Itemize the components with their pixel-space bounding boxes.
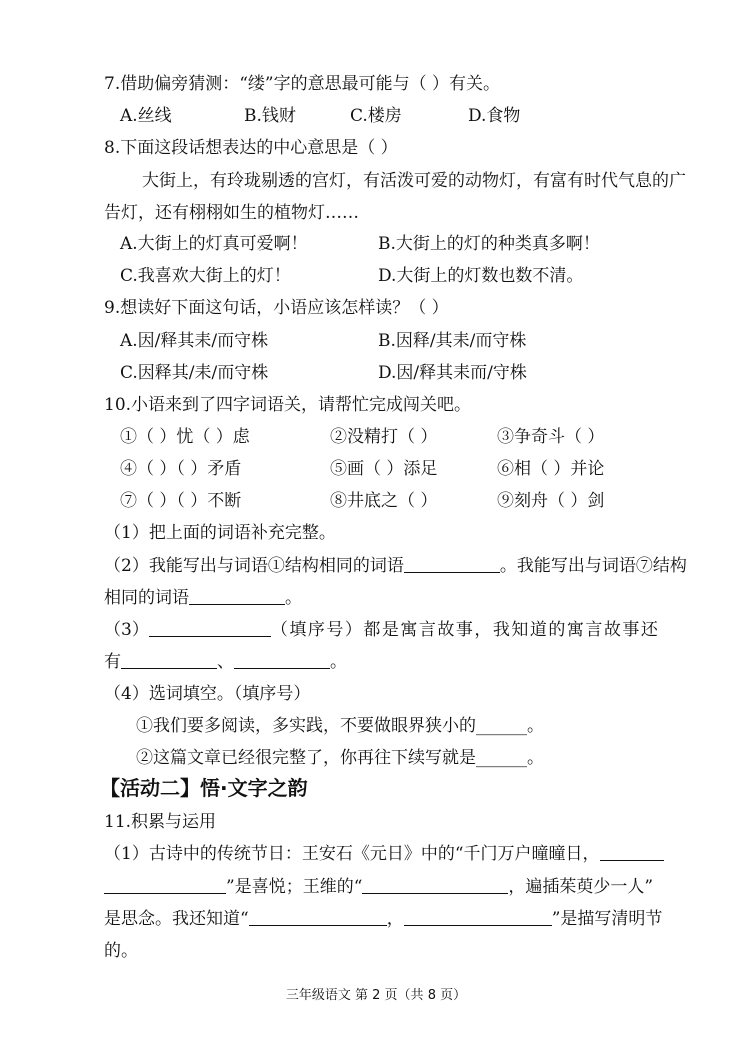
idiom-7: ⑦（ ）（ ）不断 xyxy=(120,491,242,511)
q7-option-c: C.楼房 xyxy=(350,106,402,126)
q10-sub3-blank-1[interactable] xyxy=(149,618,271,637)
q11-blank-4[interactable] xyxy=(249,907,387,926)
idiom-4: ④（ ）（ ）矛盾 xyxy=(120,459,242,479)
q7-stem: 7.借助偏旁猜测：“缕”字的意思最可能与（ ）有关。 xyxy=(104,74,501,94)
q9-option-b: B.因释/其耒/而守株 xyxy=(378,331,527,351)
q8-passage-line-2: 告灯，还有栩栩如生的植物灯…… xyxy=(104,203,359,223)
q10-sub2-text-b: 。我能写出与词语⑦结构 xyxy=(499,556,687,576)
q8-stem: 8.下面这段话想表达的中心意思是（ ） xyxy=(104,138,398,158)
q10-sub1-text: （1）把上面的词语补充完整。 xyxy=(104,523,336,543)
q10-sub2-blank-1[interactable] xyxy=(404,554,500,573)
q11-blank-1[interactable] xyxy=(600,842,664,861)
q10-sub2-end: 。 xyxy=(285,588,302,608)
q11-p3-text-a: 是思念。我还知道“ xyxy=(104,909,249,929)
q10-sub4-text: （4）选词填空。（填序号） xyxy=(104,684,311,704)
q10-stem: 10.小语来到了四字词语关，请帮忙完成闯关吧。 xyxy=(104,395,472,415)
q8-option-c: C.我喜欢大街上的灯！ xyxy=(120,266,291,286)
q7-option-a: A.丝线 xyxy=(120,106,172,126)
idiom-9: ⑨刻舟（ ）剑 xyxy=(497,491,605,511)
q10-sub3-cont-row xyxy=(104,650,347,674)
q8-option-a: A.大街上的灯真可爱啊！ xyxy=(120,234,308,254)
q10-sub4-sentence-2: ②这篇文章已经很完整了，你再往下续写就是______。 xyxy=(136,748,544,768)
idiom-6: ⑥相（ ）并论 xyxy=(497,459,605,479)
q10-sub3-blank-3[interactable] xyxy=(234,650,330,669)
q10-sub2-cont-row xyxy=(104,586,302,610)
q11-p3-text-b: ， xyxy=(386,909,404,929)
q9-option-a: A.因/释其耒/而守株 xyxy=(120,331,269,351)
q9-option-d: D.因/释其耒而/守株 xyxy=(378,363,527,383)
q11-p1-text: （1）古诗中的传统节日：王安石《元日》中的“千门万户曈曈日， xyxy=(104,844,600,864)
q10-sub3-text-c: 有 xyxy=(104,652,121,672)
q8-option-b: B.大街上的灯的种类真多啊！ xyxy=(378,234,600,254)
q9-stem: 9.想读好下面这句话，小语应该怎样读？（ ） xyxy=(104,298,449,318)
q7-option-b: B.钱财 xyxy=(244,106,296,126)
q10-sub4-sentence-1: ①我们要多阅读，多实践，不要做眼界狭小的______。 xyxy=(136,716,544,736)
q11-blank-5[interactable] xyxy=(404,907,552,926)
q10-sub2-text-c: 相同的词语 xyxy=(104,588,189,608)
q10-sub3-text-a: （3） xyxy=(104,620,149,640)
idiom-8: ⑧井底之（ ） xyxy=(330,491,438,511)
q11-p4-text: 的。 xyxy=(104,941,138,961)
q11-stem: 11.积累与运用 xyxy=(104,812,217,832)
idiom-1: ①（ ）忧（ ）虑 xyxy=(120,427,250,447)
page-footer: 三年级语文 第 2 页（共 8 页） xyxy=(285,988,467,1003)
q10-sub3-text-b: （填序号）都是寓言故事，我知道的寓言故事还 xyxy=(270,620,660,640)
idiom-2: ②没精打（ ） xyxy=(330,427,438,447)
q11-line-2-row xyxy=(104,875,653,899)
q9-option-c: C.因释其/耒/而守株 xyxy=(120,363,269,383)
q8-passage-line-1: 大街上，有玲珑剔透的宫灯，有活泼可爱的动物灯，有富有时代气息的广 xyxy=(142,171,686,191)
q11-blank-2[interactable] xyxy=(104,875,226,894)
idiom-5: ⑤画（ ）添足 xyxy=(330,459,438,479)
q11-p2-text-b: ，遍插茱萸少一人” xyxy=(508,877,654,897)
q10-sub3-sep: 、 xyxy=(217,652,234,672)
q8-option-d: D.大街上的灯数也数不清。 xyxy=(378,266,584,286)
q10-sub3-end: 。 xyxy=(330,652,347,672)
q7-option-d: D.食物 xyxy=(468,106,521,126)
q10-sub3-blank-2[interactable] xyxy=(121,650,217,669)
q10-sub2-text-a: （2）我能写出与词语①结构相同的词语 xyxy=(104,556,404,576)
activity-2-title: 【活动二】悟·文字之韵 xyxy=(100,776,308,800)
q10-sub2-blank-2[interactable] xyxy=(189,586,285,605)
q11-line-1-row xyxy=(104,842,664,866)
q11-p3-text-c: ”是描写清明节 xyxy=(551,909,663,929)
q11-p2-text-a: ”是喜悦；王维的“ xyxy=(226,877,363,897)
q10-sub3-row xyxy=(104,618,659,642)
idiom-3: ③争奇斗（ ） xyxy=(497,427,605,447)
q11-blank-3[interactable] xyxy=(362,875,508,894)
q11-line-3-row xyxy=(104,907,662,931)
q10-sub2-row xyxy=(104,554,687,578)
